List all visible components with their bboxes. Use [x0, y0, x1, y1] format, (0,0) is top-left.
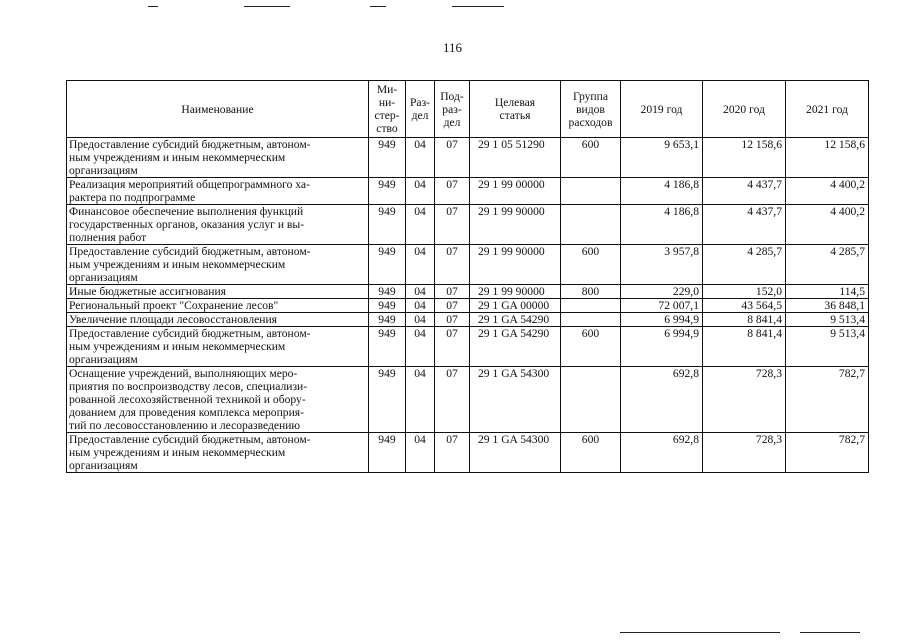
row-name-cell: Финансовое обеспечение выполнения функций государственных органов, оказания услуг и вы- полнения работ	[67, 205, 369, 245]
row-name-cell: Предоставление субсидий бюджетным, автоном- ным учреждениям и иным некоммерческим организациям	[67, 327, 369, 367]
row-2021-cell: 782,7	[786, 433, 869, 473]
row-section-cell: 04	[406, 313, 435, 327]
row-2019-cell: 4 186,8	[621, 205, 703, 245]
table-row	[67, 205, 869, 245]
table-row	[67, 313, 869, 327]
budget-table	[66, 80, 869, 473]
row-expense-group-cell: 600	[561, 245, 621, 285]
table-row	[67, 178, 869, 205]
table-row	[67, 299, 869, 313]
row-ministry-cell: 949	[369, 245, 406, 285]
row-2021-cell: 4 400,2	[786, 205, 869, 245]
page-number: 116	[442, 40, 463, 55]
row-article-cell: 29 1 GA 54300	[470, 433, 561, 473]
row-article-cell: 29 1 99 90000	[470, 205, 561, 245]
row-2020-cell: 12 158,6	[703, 138, 786, 178]
row-article-cell: 29 1 GA 00000	[470, 299, 561, 313]
scan-artifact-line	[452, 6, 504, 7]
row-section-cell: 04	[406, 138, 435, 178]
row-subsection-cell: 07	[435, 205, 470, 245]
row-expense-group-cell: 600	[561, 138, 621, 178]
row-expense-group-cell	[561, 205, 621, 245]
row-section-cell: 04	[406, 433, 435, 473]
row-expense-group-cell	[561, 178, 621, 205]
row-2020-cell: 728,3	[703, 433, 786, 473]
header-article	[470, 81, 561, 138]
row-2021-cell: 782,7	[786, 367, 869, 433]
header-expense-group	[561, 81, 621, 138]
row-2019-cell: 72 007,1	[621, 299, 703, 313]
row-article-cell: 29 1 99 90000	[470, 285, 561, 299]
row-ministry-cell: 949	[369, 205, 406, 245]
row-subsection-cell: 07	[435, 313, 470, 327]
table-row	[67, 433, 869, 473]
row-ministry-cell: 949	[369, 178, 406, 205]
row-expense-group-cell	[561, 313, 621, 327]
row-subsection-cell: 07	[435, 178, 470, 205]
row-2021-cell: 4 285,7	[786, 245, 869, 285]
table-header-row	[67, 81, 869, 138]
header-name: Наименование	[67, 81, 369, 138]
row-2020-cell: 8 841,4	[703, 313, 786, 327]
row-2021-cell: 9 513,4	[786, 313, 869, 327]
row-name-cell: Предоставление субсидий бюджетным, автоном- ным учреждениям и иным некоммерческим организациям	[67, 433, 369, 473]
row-2019-cell: 6 994,9	[621, 313, 703, 327]
header-subsection	[435, 81, 470, 138]
row-2021-cell: 4 400,2	[786, 178, 869, 205]
scan-artifact-line	[148, 6, 158, 7]
row-2019-cell: 4 186,8	[621, 178, 703, 205]
row-expense-group-cell: 600	[561, 433, 621, 473]
row-expense-group-cell	[561, 367, 621, 433]
row-name-cell: Региональный проект "Сохранение лесов"	[67, 299, 369, 313]
row-2021-cell: 9 513,4	[786, 327, 869, 367]
row-2019-cell: 229,0	[621, 285, 703, 299]
row-article-cell: 29 1 99 00000	[470, 178, 561, 205]
table-row	[67, 245, 869, 285]
row-ministry-cell: 949	[369, 285, 406, 299]
row-2020-cell: 43 564,5	[703, 299, 786, 313]
row-2019-cell: 692,8	[621, 433, 703, 473]
row-name-cell: Увеличение площади лесовосстановления	[67, 313, 369, 327]
row-2019-cell: 9 653,1	[621, 138, 703, 178]
row-ministry-cell: 949	[369, 327, 406, 367]
row-section-cell: 04	[406, 327, 435, 367]
row-2020-cell: 8 841,4	[703, 327, 786, 367]
row-2021-cell: 114,5	[786, 285, 869, 299]
header-2021: 2021 год	[786, 81, 869, 138]
header-section-text: Раз- дел	[409, 96, 431, 122]
row-section-cell: 04	[406, 205, 435, 245]
row-name-cell: Предоставление субсидий бюджетным, автоном- ным учреждениям и иным некоммерческим организациям	[67, 138, 369, 178]
row-section-cell: 04	[406, 285, 435, 299]
row-ministry-cell: 949	[369, 313, 406, 327]
row-subsection-cell: 07	[435, 299, 470, 313]
row-2019-cell: 3 957,8	[621, 245, 703, 285]
row-ministry-cell: 949	[369, 433, 406, 473]
row-2021-cell: 36 848,1	[786, 299, 869, 313]
header-ministry-text: Ми- ни- стер- ство	[374, 83, 400, 135]
row-article-cell: 29 1 99 90000	[470, 245, 561, 285]
header-subsection-text: Под- раз- дел	[440, 89, 464, 129]
header-article-text: Целевая статья	[494, 96, 536, 122]
row-2020-cell: 4 285,7	[703, 245, 786, 285]
row-subsection-cell: 07	[435, 285, 470, 299]
row-name-cell: Реализация мероприятий общепрограммного ха- рактера по подпрограмме	[67, 178, 369, 205]
row-subsection-cell: 07	[435, 367, 470, 433]
row-article-cell: 29 1 GA 54290	[470, 313, 561, 327]
row-subsection-cell: 07	[435, 245, 470, 285]
header-2020: 2020 год	[703, 81, 786, 138]
header-ministry	[369, 81, 406, 138]
row-2020-cell: 4 437,7	[703, 205, 786, 245]
scan-artifact-line	[800, 632, 860, 633]
row-subsection-cell: 07	[435, 138, 470, 178]
row-2019-cell: 6 994,9	[621, 327, 703, 367]
table-row	[67, 138, 869, 178]
row-ministry-cell: 949	[369, 299, 406, 313]
row-section-cell: 04	[406, 299, 435, 313]
row-article-cell: 29 1 GA 54300	[470, 367, 561, 433]
header-2019: 2019 год	[621, 81, 703, 138]
row-expense-group-cell: 800	[561, 285, 621, 299]
row-2020-cell: 728,3	[703, 367, 786, 433]
row-article-cell: 29 1 05 51290	[470, 138, 561, 178]
row-ministry-cell: 949	[369, 138, 406, 178]
header-expense-group-text: Группа видов расходов	[568, 89, 613, 129]
row-article-cell: 29 1 GA 54290	[470, 327, 561, 367]
row-2021-cell: 12 158,6	[786, 138, 869, 178]
scan-artifact-line	[244, 6, 290, 7]
scan-artifact-line	[620, 632, 780, 633]
header-section	[406, 81, 435, 138]
row-subsection-cell: 07	[435, 327, 470, 367]
row-name-cell: Оснащение учреждений, выполняющих меро- приятия по воспроизводству лесов, специализи- рованной лесохозяйственной техникой и обору- дованием для проведения комплекса мероприя- тий по лесовосстановлению и лесоразведению	[67, 367, 369, 433]
row-name-cell: Предоставление субсидий бюджетным, автоном- ным учреждениям и иным некоммерческим организациям	[67, 245, 369, 285]
row-2019-cell: 692,8	[621, 367, 703, 433]
table-row	[67, 367, 869, 433]
table-row	[67, 285, 869, 299]
row-section-cell: 04	[406, 367, 435, 433]
row-section-cell: 04	[406, 245, 435, 285]
scan-artifact-line	[370, 6, 386, 7]
row-section-cell: 04	[406, 178, 435, 205]
row-subsection-cell: 07	[435, 433, 470, 473]
table-row	[67, 327, 869, 367]
row-2020-cell: 4 437,7	[703, 178, 786, 205]
row-name-cell: Иные бюджетные ассигнования	[67, 285, 369, 299]
row-expense-group-cell: 600	[561, 327, 621, 367]
row-ministry-cell: 949	[369, 367, 406, 433]
table-body	[67, 138, 869, 473]
row-expense-group-cell	[561, 299, 621, 313]
row-2020-cell: 152,0	[703, 285, 786, 299]
